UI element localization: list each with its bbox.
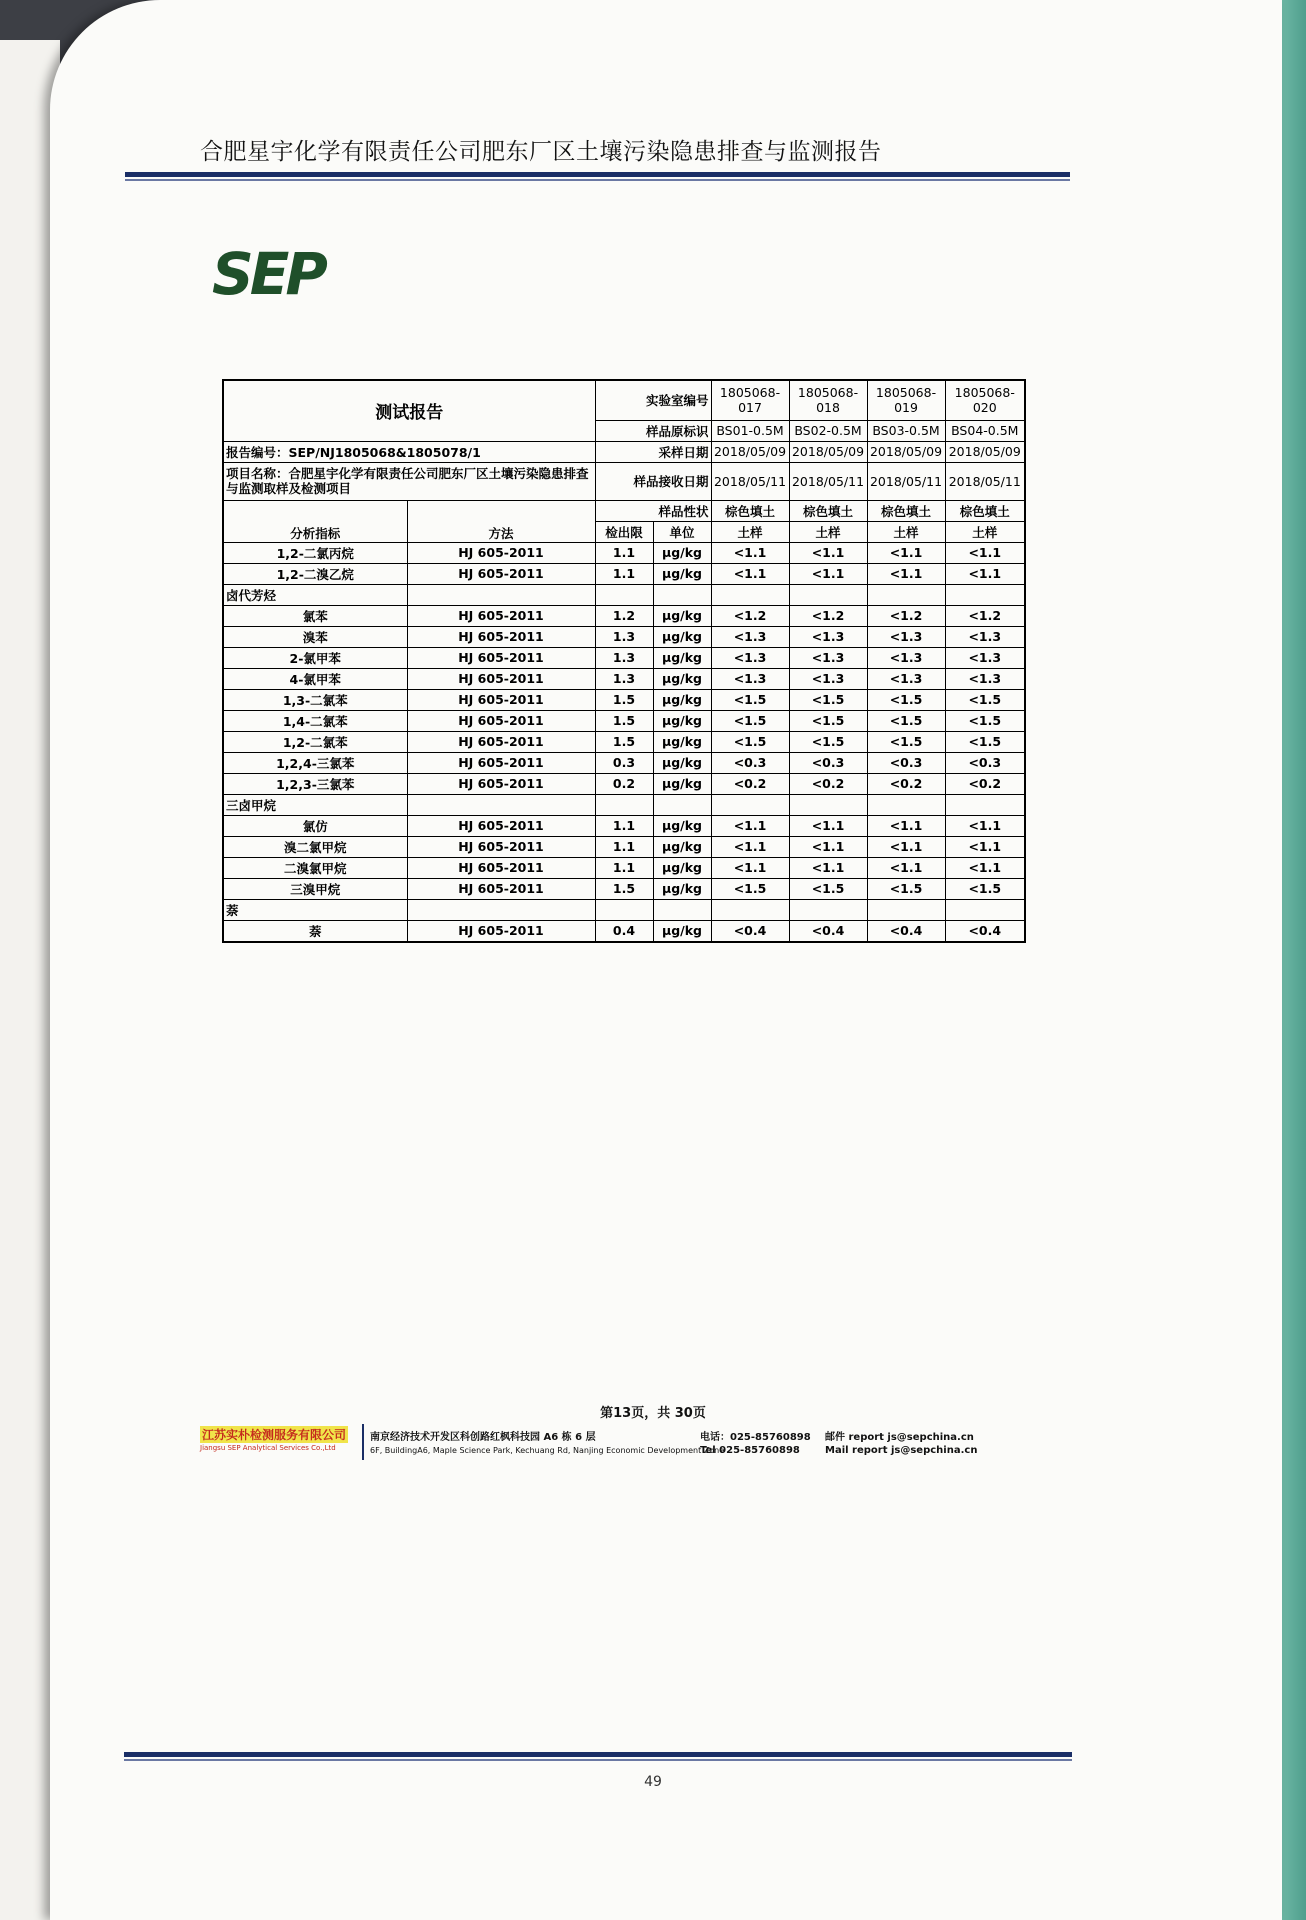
- table-row: [223, 710, 1025, 731]
- address-cn: 南京经济技术开发区科创路红枫科技园 A6 栋 6 层: [370, 1432, 596, 1443]
- result-cell: <1.5: [867, 731, 945, 752]
- result-cell: <1.1: [945, 857, 1025, 878]
- email-en: Mail report js@sepchina.cn: [825, 1445, 978, 1456]
- analyte-name: 二溴氯甲烷: [223, 857, 407, 878]
- result-cell: <1.3: [711, 626, 789, 647]
- limit-cell: 1.2: [595, 605, 653, 626]
- analyte-name: 1,2-二氯丙烷: [223, 542, 407, 563]
- result-cell: <1.3: [711, 647, 789, 668]
- limit-cell: 1.1: [595, 857, 653, 878]
- sample-type-1: 土样: [711, 521, 789, 542]
- telephone-en: Tel 025-85760898: [700, 1445, 800, 1456]
- report-title: 测试报告: [223, 380, 595, 441]
- table-row: [223, 563, 1025, 584]
- empty-cell: [653, 899, 711, 920]
- analyte-name: 萘: [223, 920, 407, 942]
- method-cell: HJ 605-2011: [407, 542, 595, 563]
- col-header-item: 分析指标: [223, 500, 407, 542]
- result-cell: <0.4: [789, 920, 867, 942]
- table-row: [223, 731, 1025, 752]
- result-cell: <1.5: [789, 878, 867, 899]
- empty-cell: [711, 794, 789, 815]
- empty-cell: [711, 584, 789, 605]
- report-number: 报告编号：SEP/NJ1805068&1805078/1: [223, 441, 595, 462]
- sample-type-4: 土样: [945, 521, 1025, 542]
- unit-cell: μg/kg: [653, 752, 711, 773]
- result-cell: <1.1: [945, 563, 1025, 584]
- table-row: [223, 836, 1025, 857]
- result-cell: <1.1: [867, 563, 945, 584]
- method-cell: HJ 605-2011: [407, 563, 595, 584]
- method-cell: HJ 605-2011: [407, 857, 595, 878]
- limit-cell: 1.3: [595, 668, 653, 689]
- book-page-number: 49: [644, 1774, 662, 1790]
- result-cell: <0.2: [945, 773, 1025, 794]
- method-cell: HJ 605-2011: [407, 668, 595, 689]
- unit-cell: μg/kg: [653, 689, 711, 710]
- result-cell: <1.3: [711, 668, 789, 689]
- empty-cell: [867, 584, 945, 605]
- result-cell: <1.1: [711, 815, 789, 836]
- receive-date-4: 2018/05/11: [945, 462, 1025, 500]
- empty-cell: [653, 584, 711, 605]
- method-cell: HJ 605-2011: [407, 920, 595, 942]
- company-name-cn: 江苏实朴检测服务有限公司: [202, 1428, 347, 1442]
- result-cell: <1.2: [711, 605, 789, 626]
- unit-cell: μg/kg: [653, 815, 711, 836]
- receive-date-1: 2018/05/11: [711, 462, 789, 500]
- analyte-name: 1,2-二氯苯: [223, 731, 407, 752]
- result-cell: <1.1: [789, 836, 867, 857]
- sample-id-label: 样品原标识: [595, 420, 711, 441]
- footer-rule-thin: [124, 1759, 1072, 1761]
- method-cell: HJ 605-2011: [407, 605, 595, 626]
- method-cell: HJ 605-2011: [407, 731, 595, 752]
- result-cell: <1.1: [789, 542, 867, 563]
- result-cell: <1.5: [867, 710, 945, 731]
- result-cell: <0.3: [711, 752, 789, 773]
- result-cell: <1.3: [867, 668, 945, 689]
- result-cell: <0.3: [867, 752, 945, 773]
- receive-date-2: 2018/05/11: [789, 462, 867, 500]
- result-cell: <1.1: [789, 857, 867, 878]
- lab-no-4: 1805068-020: [945, 380, 1025, 420]
- page-label: 第13页，共 30页: [600, 1406, 706, 1421]
- empty-cell: [789, 584, 867, 605]
- analyte-name: 氯仿: [223, 815, 407, 836]
- analyte-name: 1,2,3-三氯苯: [223, 773, 407, 794]
- result-cell: <1.1: [867, 857, 945, 878]
- result-cell: <1.5: [945, 710, 1025, 731]
- table-row: [223, 857, 1025, 878]
- header-rule: [125, 172, 1070, 177]
- analyte-name: 1,4-二氯苯: [223, 710, 407, 731]
- method-cell: HJ 605-2011: [407, 752, 595, 773]
- table-row: [223, 878, 1025, 899]
- result-cell: <1.1: [789, 563, 867, 584]
- result-cell: <1.5: [945, 878, 1025, 899]
- property-4: 棕色填土: [945, 500, 1025, 521]
- empty-cell: [653, 794, 711, 815]
- result-cell: <1.1: [711, 542, 789, 563]
- result-cell: <1.3: [867, 626, 945, 647]
- unit-cell: μg/kg: [653, 626, 711, 647]
- analyte-name: 1,2-二溴乙烷: [223, 563, 407, 584]
- analyte-name: 三溴甲烷: [223, 878, 407, 899]
- binder-edge: [1280, 0, 1306, 1920]
- property-2: 棕色填土: [789, 500, 867, 521]
- analyte-name: 1,3-二氯苯: [223, 689, 407, 710]
- sample-date-2: 2018/05/09: [789, 441, 867, 462]
- result-cell: <1.5: [789, 710, 867, 731]
- address-en: 6F, BuildingA6, Maple Science Park, Kechuang Rd, Nanjing Economic Development Zone: [370, 1446, 725, 1455]
- table-row: [223, 815, 1025, 836]
- sample-type-2: 土样: [789, 521, 867, 542]
- company-name-en: Jiangsu SEP Analytical Services Co.,Ltd: [200, 1444, 336, 1452]
- result-cell: <1.3: [945, 647, 1025, 668]
- analyte-name: 溴苯: [223, 626, 407, 647]
- table-row: [223, 773, 1025, 794]
- result-cell: <1.3: [867, 647, 945, 668]
- table-row: [223, 626, 1025, 647]
- limit-cell: 1.3: [595, 626, 653, 647]
- result-cell: <1.2: [867, 605, 945, 626]
- empty-cell: [789, 794, 867, 815]
- result-cell: <0.2: [789, 773, 867, 794]
- result-cell: <1.5: [945, 689, 1025, 710]
- limit-cell: 1.1: [595, 542, 653, 563]
- result-cell: <0.3: [945, 752, 1025, 773]
- result-cell: <1.1: [711, 836, 789, 857]
- result-cell: <1.1: [945, 815, 1025, 836]
- result-cell: <1.1: [711, 563, 789, 584]
- result-cell: <1.5: [867, 689, 945, 710]
- empty-cell: [595, 899, 653, 920]
- empty-cell: [711, 899, 789, 920]
- result-cell: <1.3: [945, 626, 1025, 647]
- test-report-table: [222, 379, 1026, 943]
- table-row: [223, 920, 1025, 942]
- empty-cell: [945, 794, 1025, 815]
- method-cell: HJ 605-2011: [407, 710, 595, 731]
- result-cell: <1.1: [867, 836, 945, 857]
- limit-cell: 0.2: [595, 773, 653, 794]
- result-cell: <0.4: [711, 920, 789, 942]
- lab-no-2: 1805068-018: [789, 380, 867, 420]
- sample-date-label: 采样日期: [595, 441, 711, 462]
- empty-cell: [407, 584, 595, 605]
- table-row: [223, 605, 1025, 626]
- footer-divider: [362, 1424, 364, 1460]
- unit-cell: μg/kg: [653, 563, 711, 584]
- method-cell: HJ 605-2011: [407, 836, 595, 857]
- method-cell: HJ 605-2011: [407, 773, 595, 794]
- result-cell: <1.5: [711, 710, 789, 731]
- result-cell: <1.3: [945, 668, 1025, 689]
- table-row: [223, 542, 1025, 563]
- page-header-title: 合肥星宇化学有限责任公司肥东厂区土壤污染隐患排查与监测报告: [200, 139, 882, 165]
- result-cell: <1.2: [789, 605, 867, 626]
- limit-cell: 1.1: [595, 836, 653, 857]
- group-name: 三卤甲烷: [223, 794, 407, 815]
- unit-cell: μg/kg: [653, 920, 711, 942]
- result-cell: <1.1: [867, 542, 945, 563]
- limit-cell: 0.4: [595, 920, 653, 942]
- limit-cell: 1.5: [595, 878, 653, 899]
- table-row: [223, 752, 1025, 773]
- sep-logo-text: SEP: [212, 240, 324, 304]
- receive-date-3: 2018/05/11: [867, 462, 945, 500]
- result-cell: <1.5: [789, 731, 867, 752]
- result-cell: <0.2: [867, 773, 945, 794]
- analyte-name: 氯苯: [223, 605, 407, 626]
- sample-date-1: 2018/05/09: [711, 441, 789, 462]
- empty-cell: [407, 794, 595, 815]
- property-3: 棕色填土: [867, 500, 945, 521]
- sample-date-4: 2018/05/09: [945, 441, 1025, 462]
- empty-cell: [595, 584, 653, 605]
- property-1: 棕色填土: [711, 500, 789, 521]
- project-name: 项目名称：合肥星宇化学有限责任公司肥东厂区土壤污染隐患排查与监测取样及检测项目: [223, 462, 595, 500]
- limit-cell: 1.1: [595, 815, 653, 836]
- lab-no-3: 1805068-019: [867, 380, 945, 420]
- result-cell: <1.5: [945, 731, 1025, 752]
- result-cell: <1.3: [789, 626, 867, 647]
- empty-cell: [945, 584, 1025, 605]
- analyte-name: 1,2,4-三氯苯: [223, 752, 407, 773]
- sample-id-4: BS04-0.5M: [945, 420, 1025, 441]
- limit-cell: 1.3: [595, 647, 653, 668]
- sample-id-2: BS02-0.5M: [789, 420, 867, 441]
- method-cell: HJ 605-2011: [407, 647, 595, 668]
- unit-cell: μg/kg: [653, 542, 711, 563]
- telephone-cn: 电话：025-85760898: [700, 1432, 811, 1443]
- sample-id-1: BS01-0.5M: [711, 420, 789, 441]
- result-cell: <0.2: [711, 773, 789, 794]
- result-cell: <1.1: [711, 857, 789, 878]
- method-cell: HJ 605-2011: [407, 689, 595, 710]
- empty-cell: [867, 899, 945, 920]
- receive-date-label: 样品接收日期: [595, 462, 711, 500]
- analyte-name: 2-氯甲苯: [223, 647, 407, 668]
- lab-no-label: 实验室编号: [595, 380, 711, 420]
- lab-no-1: 1805068-017: [711, 380, 789, 420]
- result-cell: <0.3: [789, 752, 867, 773]
- analyte-name: 4-氯甲苯: [223, 668, 407, 689]
- result-cell: <1.5: [711, 731, 789, 752]
- empty-cell: [595, 794, 653, 815]
- sample-type-3: 土样: [867, 521, 945, 542]
- sample-property-label: 样品性状: [595, 500, 711, 521]
- col-header-unit: 单位: [653, 521, 711, 542]
- email-cn: 邮件 report js@sepchina.cn: [825, 1432, 974, 1443]
- result-cell: <1.5: [711, 878, 789, 899]
- group-name: 萘: [223, 899, 407, 920]
- result-cell: <1.2: [945, 605, 1025, 626]
- result-cell: <0.4: [867, 920, 945, 942]
- result-cell: <1.1: [867, 815, 945, 836]
- unit-cell: μg/kg: [653, 668, 711, 689]
- footer-rule: [124, 1752, 1072, 1757]
- header-rule-thin: [125, 179, 1070, 181]
- report-footer: [200, 1424, 990, 1464]
- analyte-name: 溴二氯甲烷: [223, 836, 407, 857]
- unit-cell: μg/kg: [653, 773, 711, 794]
- empty-cell: [789, 899, 867, 920]
- result-cell: <1.3: [789, 668, 867, 689]
- result-cell: <1.3: [789, 647, 867, 668]
- empty-cell: [407, 899, 595, 920]
- limit-cell: 1.5: [595, 689, 653, 710]
- result-cell: <1.1: [945, 542, 1025, 563]
- result-cell: <1.5: [789, 689, 867, 710]
- result-cell: <1.5: [711, 689, 789, 710]
- unit-cell: μg/kg: [653, 731, 711, 752]
- empty-cell: [867, 794, 945, 815]
- result-cell: <1.1: [789, 815, 867, 836]
- unit-cell: μg/kg: [653, 710, 711, 731]
- result-cell: <1.1: [945, 836, 1025, 857]
- unit-cell: μg/kg: [653, 878, 711, 899]
- result-cell: <0.4: [945, 920, 1025, 942]
- unit-cell: μg/kg: [653, 857, 711, 878]
- sample-date-3: 2018/05/09: [867, 441, 945, 462]
- method-cell: HJ 605-2011: [407, 878, 595, 899]
- unit-cell: μg/kg: [653, 647, 711, 668]
- col-header-method: 方法: [407, 500, 595, 542]
- limit-cell: 1.5: [595, 731, 653, 752]
- table-row: [223, 668, 1025, 689]
- result-cell: <1.5: [867, 878, 945, 899]
- method-cell: HJ 605-2011: [407, 626, 595, 647]
- col-header-limit: 检出限: [595, 521, 653, 542]
- table-row: [223, 647, 1025, 668]
- limit-cell: 0.3: [595, 752, 653, 773]
- unit-cell: μg/kg: [653, 605, 711, 626]
- table-row: [223, 689, 1025, 710]
- group-row: [223, 794, 1025, 815]
- group-name: 卤代芳烃: [223, 584, 407, 605]
- group-row: [223, 584, 1025, 605]
- group-row: [223, 899, 1025, 920]
- sep-logo: [210, 240, 338, 304]
- limit-cell: 1.1: [595, 563, 653, 584]
- limit-cell: 1.5: [595, 710, 653, 731]
- method-cell: HJ 605-2011: [407, 815, 595, 836]
- unit-cell: μg/kg: [653, 836, 711, 857]
- empty-cell: [945, 899, 1025, 920]
- sample-id-3: BS03-0.5M: [867, 420, 945, 441]
